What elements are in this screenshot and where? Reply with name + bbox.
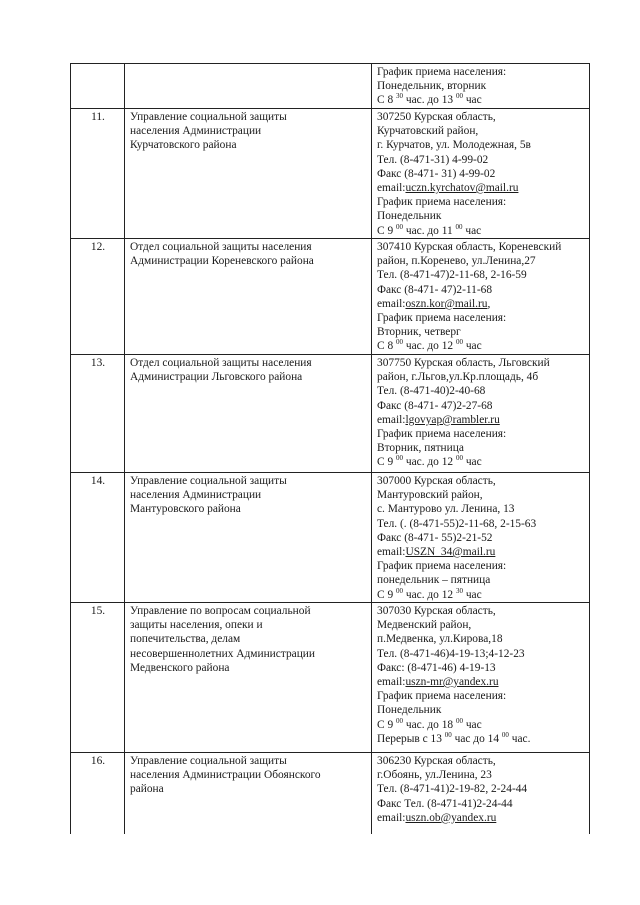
schedule-text: час. до 12: [403, 340, 456, 353]
contact-line: [377, 153, 585, 167]
contact-text: 307410 Курская область, Кореневский: [377, 241, 562, 253]
office-contacts: [372, 355, 590, 473]
contact-text: 307250 Курская область,: [377, 111, 496, 123]
row-number: 11.: [71, 109, 125, 239]
schedule-text: час. до 12: [403, 456, 456, 469]
email-link[interactable]: uszn-mr@yandex.ru: [405, 676, 499, 689]
contact-line: [377, 604, 585, 618]
office-name: [125, 473, 372, 603]
contact-text: Понедельник: [377, 210, 442, 223]
contact-line: [377, 689, 585, 703]
office-name-line: несовершеннолетних Администрации: [130, 647, 315, 660]
contact-line: [377, 356, 585, 370]
time-minutes: 00: [501, 731, 509, 739]
contact-line: [377, 79, 585, 93]
contact-line: [377, 311, 585, 325]
email-link[interactable]: lgovyap@rambler.ru: [405, 413, 500, 426]
email-label: email:: [377, 182, 406, 195]
contact-text: График приема населения:: [377, 560, 507, 573]
table-row: [71, 239, 590, 355]
schedule-text: С 8: [377, 94, 396, 107]
contact-line: [377, 181, 585, 195]
schedule-text: час. до 11: [403, 224, 456, 237]
contact-text: Понедельник: [377, 704, 442, 717]
contact-line: [377, 370, 585, 384]
schedule-text: С 8: [377, 340, 396, 353]
office-name: [125, 239, 372, 355]
schedule-text: час.: [508, 732, 531, 745]
contact-line: [377, 661, 585, 675]
contact-text: 307750 Курская область, Льговский: [377, 357, 550, 369]
contact-text: Медвенский район,: [377, 619, 472, 632]
contact-line: [377, 413, 585, 427]
contact-text: 307000 Курская область,: [377, 475, 496, 487]
contact-line: [377, 138, 585, 152]
time-minutes: 00: [455, 717, 463, 725]
time-minutes: 30: [396, 93, 403, 101]
schedule-text: С 9: [377, 224, 396, 237]
contact-line: [377, 399, 585, 413]
contact-text: г. Курчатов, ул. Молодежная, 5в: [377, 139, 531, 152]
row-number: 15.: [71, 603, 125, 753]
schedule-text: час: [462, 588, 482, 601]
contact-line: [377, 703, 585, 717]
schedule-text: час: [462, 94, 482, 107]
contact-text: г.Обоянь, ул.Ленина, 23: [377, 769, 492, 782]
contact-line: [377, 297, 585, 311]
schedule-text: С 9: [377, 718, 396, 731]
contact-line: [377, 325, 585, 339]
table-row: [71, 355, 590, 473]
schedule-text: час до 14: [451, 732, 502, 745]
schedule-text: Перерыв с 13: [377, 732, 445, 745]
office-name-line: Курчатовского района: [130, 139, 237, 152]
contact-text: Тел. (8-471-47)2-11-68, 2-16-59: [377, 269, 527, 282]
office-name-line: населения Администрации Обоянского: [130, 769, 321, 782]
email-label: email:: [377, 676, 406, 689]
contact-line: [377, 588, 585, 602]
offices-table: [70, 63, 590, 834]
office-name-line: Управление социальной защиты: [130, 755, 287, 767]
time-minutes: 00: [455, 223, 463, 231]
contact-text: Факс (8-471- 47)2-27-68: [377, 399, 493, 412]
office-name: [125, 603, 372, 753]
contact-line: [377, 718, 585, 732]
contact-text: График приема населения:: [377, 428, 507, 441]
office-name: [125, 64, 372, 109]
contact-line: [377, 573, 585, 587]
office-contacts: [372, 64, 590, 109]
contact-text: График приема населения:: [377, 66, 507, 78]
time-minutes: 00: [455, 455, 463, 463]
schedule-text: час: [462, 224, 482, 237]
contact-line: [377, 110, 585, 124]
office-name-line: Управление социальной защиты: [130, 475, 287, 487]
office-contacts: [372, 109, 590, 239]
table-row: [71, 603, 590, 753]
contact-text: Тел. (. (8-471-55)2-11-68, 2-15-63: [377, 517, 537, 530]
contact-line: [377, 559, 585, 573]
office-contacts: [372, 603, 590, 753]
office-name: [125, 355, 372, 473]
schedule-text: час. до 13: [403, 94, 456, 107]
contact-text: Тел. (8-471-41)2-19-82, 2-24-44: [377, 783, 528, 796]
office-name-line: Отдел социальной защиты населения: [130, 241, 312, 253]
contact-line: [377, 254, 585, 268]
office-name-line: защиты населения, опеки и: [130, 619, 263, 632]
contact-line: [377, 167, 585, 181]
contact-text: График приема населения:: [377, 690, 507, 703]
office-name-line: Управление социальной защиты: [130, 111, 287, 123]
office-contacts: [372, 473, 590, 603]
contact-line: [377, 124, 585, 138]
contact-text: Тел. (8-471-46)4-19-13;4-12-23: [377, 647, 525, 660]
time-minutes: 00: [444, 731, 452, 739]
contact-text: Факс: (8-471-46) 4-19-13: [377, 661, 496, 674]
contact-text: Факс (8-471- 47)2-11-68: [377, 283, 493, 296]
table-row: [71, 753, 590, 835]
contact-text: График приема населения:: [377, 312, 507, 325]
contact-text: 306230 Курская область,: [377, 755, 496, 767]
email-label: email:: [377, 413, 406, 426]
office-name-line: населения Администрации: [130, 489, 262, 502]
contact-line: [377, 488, 585, 502]
time-minutes: 00: [396, 717, 403, 725]
office-name: [125, 109, 372, 239]
schedule-text: С 9: [377, 456, 396, 469]
table-row: [71, 473, 590, 603]
row-number: 14.: [71, 473, 125, 603]
contact-line: [377, 545, 585, 559]
schedule-text: час: [462, 718, 482, 731]
contact-line: [377, 384, 585, 398]
office-name-line: Отдел социальной защиты населения: [130, 357, 312, 369]
contact-line: [377, 531, 585, 545]
office-name: [125, 753, 372, 835]
schedule-text: час: [462, 456, 482, 469]
contact-line: [377, 65, 585, 79]
contact-line: [377, 517, 585, 531]
email-link[interactable]: uszn.ob@yandex.ru: [405, 811, 497, 824]
office-name-line: района: [130, 783, 164, 796]
contact-text: Вторник, пятница: [377, 442, 464, 455]
contact-line: [377, 195, 585, 209]
contact-line: [377, 797, 585, 811]
contact-text: Факс (8-471- 31) 4-99-02: [377, 167, 496, 180]
schedule-text: С 9: [377, 588, 396, 601]
time-minutes: 00: [455, 339, 463, 347]
contact-text: район, п.Коренево, ул.Ленина,27: [377, 255, 536, 268]
time-minutes: 00: [396, 587, 403, 595]
contact-line: [377, 224, 585, 238]
contact-line: [377, 647, 585, 661]
contact-text: п.Медвенка, ул.Кирова,18: [377, 633, 503, 646]
contact-line: [377, 768, 585, 782]
contact-text: Факс Тел. (8-471-41)2-24-44: [377, 797, 513, 810]
contact-text: понедельник – пятница: [377, 574, 491, 587]
contact-text: Вторник, четверг: [377, 326, 461, 339]
schedule-text: час. до 12: [403, 588, 456, 601]
contact-text: Тел. (8-471-31) 4-99-02: [377, 153, 489, 166]
row-number: [71, 64, 125, 109]
contact-line: [377, 811, 585, 825]
time-minutes: 00: [396, 339, 403, 347]
contact-line: [377, 441, 585, 455]
contact-line: [377, 754, 585, 768]
email-label: email:: [377, 546, 406, 559]
email-link[interactable]: USZN_34@mail.ru: [405, 546, 496, 559]
contact-line: [377, 632, 585, 646]
email-link[interactable]: oszn.kor@mail.ru: [405, 297, 488, 310]
schedule-text: час: [462, 340, 482, 353]
table-row: [71, 64, 590, 109]
contact-text: Мантуровский район,: [377, 489, 483, 502]
contact-line: [377, 209, 585, 223]
office-name-line: Администрации Кореневского района: [130, 255, 314, 268]
contact-text: Курчатовский район,: [377, 125, 479, 138]
office-contacts: [372, 753, 590, 835]
office-name-line: Администрации Льговского района: [130, 371, 303, 384]
contact-line: [377, 455, 585, 469]
contact-text: Факс (8-471- 55)2-21-52: [377, 531, 493, 544]
row-number: 13.: [71, 355, 125, 473]
office-name-line: Медвенского района: [130, 661, 230, 674]
contact-text: 307030 Курская область,: [377, 605, 496, 617]
contact-line: [377, 474, 585, 488]
office-name-line: Управление по вопросам социальной: [130, 605, 311, 617]
contact-text: с. Мантурово ул. Ленина, 13: [377, 503, 515, 516]
contact-line: [377, 93, 585, 107]
email-label: email:: [377, 297, 406, 310]
row-number: 16.: [71, 753, 125, 835]
contact-line: [377, 427, 585, 441]
office-name-line: населения Администрации: [130, 125, 262, 138]
table-row: [71, 109, 590, 239]
time-minutes: 00: [396, 223, 403, 231]
contact-line: [377, 732, 585, 746]
time-minutes: 30: [455, 587, 463, 595]
contact-line: [377, 283, 585, 297]
contact-line: [377, 268, 585, 282]
row-number: 12.: [71, 239, 125, 355]
contact-line: [377, 502, 585, 516]
contact-line: [377, 339, 585, 353]
office-name-line: Мантуровского района: [130, 503, 241, 516]
email-suffix: ,: [487, 297, 491, 310]
contact-text: График приема населения:: [377, 196, 507, 209]
contact-line: [377, 240, 585, 254]
email-label: email:: [377, 811, 406, 824]
office-contacts: [372, 239, 590, 355]
contact-line: [377, 618, 585, 632]
contact-text: Понедельник, вторник: [377, 80, 487, 93]
schedule-text: час. до 18: [403, 718, 456, 731]
time-minutes: 00: [396, 455, 403, 463]
office-name-line: попечительства, делам: [130, 633, 241, 646]
time-minutes: 00: [455, 93, 463, 101]
contact-line: [377, 782, 585, 796]
contact-line: [377, 675, 585, 689]
contact-text: район, г.Льгов,ул.Кр.площадь, 4б: [377, 371, 539, 384]
email-link[interactable]: uczn.kyrchatov@mail.ru: [405, 182, 519, 195]
contact-text: Тел. (8-471-40)2-40-68: [377, 385, 486, 398]
